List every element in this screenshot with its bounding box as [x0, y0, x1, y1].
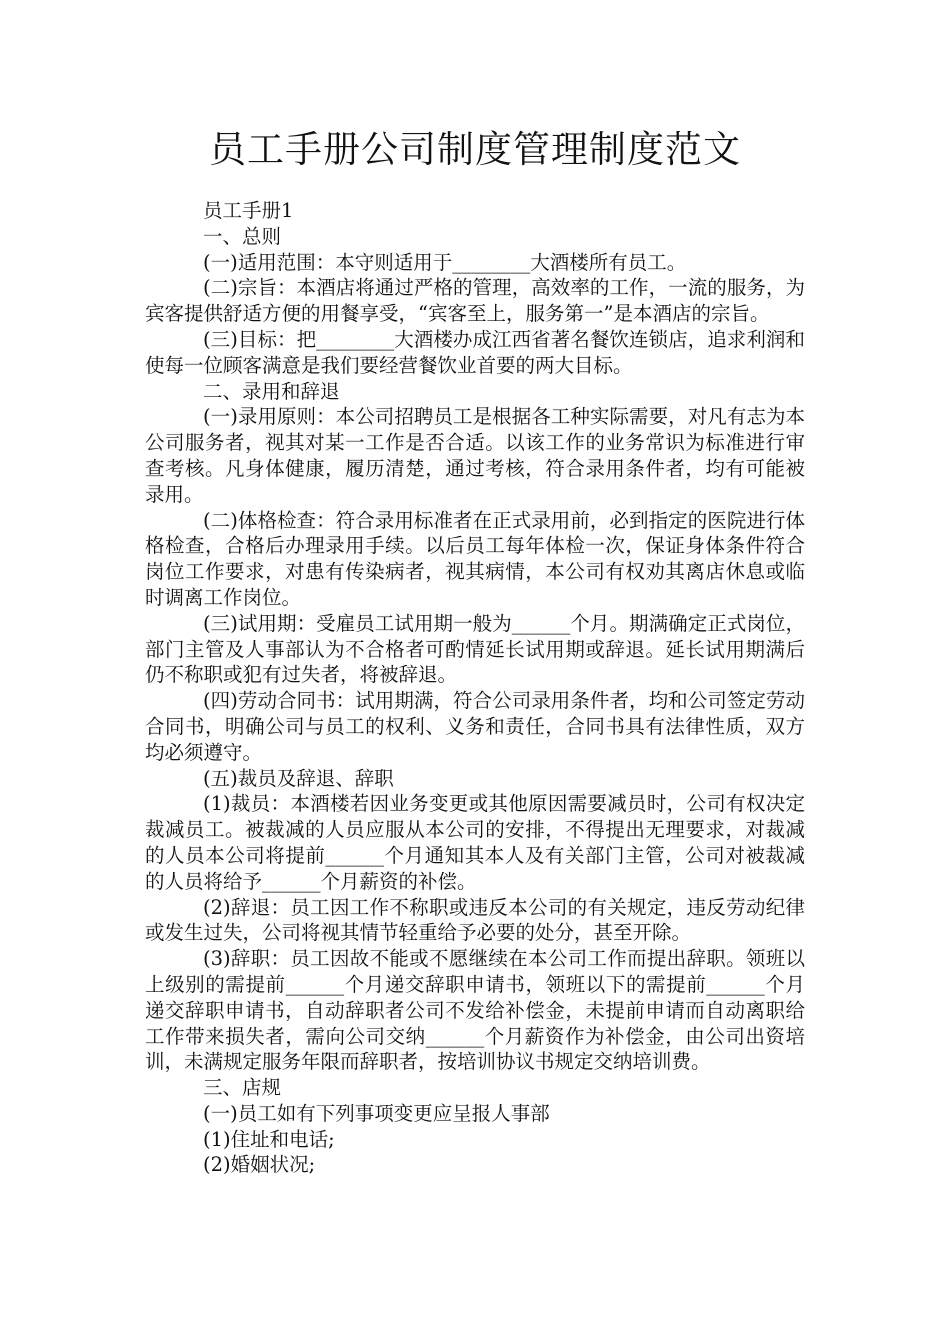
list-item-marital-status: (2)婚姻状况; [203, 1153, 316, 1177]
section-label-handbook: 员工手册1 [203, 199, 294, 222]
paragraph-purpose: (二)宗旨：本酒店将通过严格的管理，高效率的工作，一流的服务，为宾客提供舒适方便的用餐享受，“宾客至上，服务第一”是本酒店的宗旨。 [145, 276, 805, 326]
paragraph-physical-exam: (二)体格检查：符合录用标准者在正式录用前，必到指定的医院进行体格检查，合格后办理录用手续。以后员工每年体检一次，保证身体条件符合岗位工作要求，对患有传染病者，视其病情，本公司有权劝其离店休息或临时调离工作岗位。 [145, 508, 805, 609]
heading-hiring-dismissal: 二、录用和辞退 [203, 379, 340, 403]
document-body [145, 198, 805, 1178]
paragraph-goal: (三)目标：把________大酒楼办成江西省著名餐饮连锁店，追求利润和使每一位顾客满意是我们要经营餐饮业首要的两大目标。 [145, 327, 805, 377]
paragraph-labor-contract: (四)劳动合同书：试用期满，符合公司录用条件者，均和公司签定劳动合同书，明确公司与员工的权利、义务和责任，合同书具有法律性质，双方均必须遵守。 [145, 689, 805, 764]
paragraph-scope: (一)适用范围：本守则适用于________大酒楼所有员工。 [203, 250, 687, 274]
subheading-layoff-resignation: (五)裁员及辞退、辞职 [203, 766, 394, 790]
paragraph-layoff: (1)裁员：本酒楼若因业务变更或其他原因需要减员时，公司有权决定裁减员工。被裁减的人员应服从本公司的安排，不得提出无理要求，对裁减的人员本公司将提前______个月通知其本人及有关部门主管，公司对被裁减的人员将给予______个月薪资的补偿。 [145, 792, 805, 893]
paragraph-hiring-principle: (一)录用原则：本公司招聘员工是根据各工种实际需要，对凡有志为本公司服务者，视其对某一工作是否合适。以该工作的业务常识为标准进行审查考核。凡身体健康，履历清楚，通过考核，符合录用条件者，均有可能被录用。 [145, 405, 805, 506]
document-title: 员工手册公司制度管理制度范文 [209, 128, 741, 171]
heading-general-provisions: 一、总则 [203, 224, 282, 248]
paragraph-probation: (三)试用期：受雇员工试用期一般为______个月。期满确定正式岗位，部门主管及人事部认为不合格者可酌情延长试用期或辞退。延长试用期满后仍不称职或犯有过失者，将被辞退。 [145, 611, 805, 687]
list-item-address-phone: (1)住址和电话; [203, 1127, 335, 1151]
paragraph-resignation: (3)辞职：员工因故不能或不愿继续在本公司工作而提出辞职。领班以上级别的需提前______个月递交辞职申请书，领班以下的需提前______个月递交辞职申请书，自动辞职者公司不发给补偿金，未提前申请而自动离职给工作带来损失者，需向公司交纳______个月薪资作为补偿金，由公司出资培训，未满规定服务年限而辞职者，按培训协议书规定交纳培训费。 [145, 947, 805, 1074]
subheading-report-changes: (一)员工如有下列事项变更应呈报人事部 [203, 1101, 550, 1125]
paragraph-dismissal: (2)辞退：员工因工作不称职或违反本公司的有关规定，违反劳动纪律或发生过失，公司将视其情节轻重给予必要的处分，甚至开除。 [145, 895, 805, 945]
heading-store-rules: 三、店规 [203, 1076, 282, 1100]
